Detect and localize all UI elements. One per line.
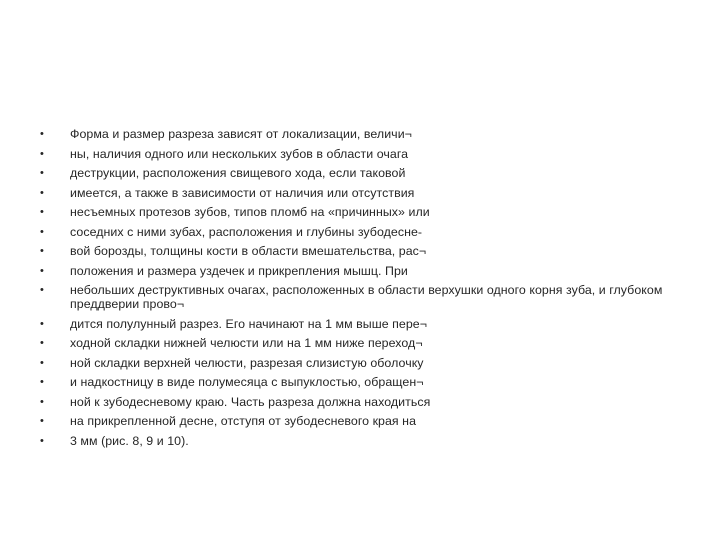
bullet-item: • Форма и размер разреза зависят от локализации, величи¬ <box>40 127 680 141</box>
bullet-list <box>40 127 680 453</box>
bullet-item: • имеется, а также в зависимости от наличия или отсутствия <box>40 186 680 200</box>
bullet-item: • соседних с ними зубах, расположения и глубины зубодесне- <box>40 225 680 239</box>
bullet-item: • положения и размера уздечек и прикрепления мышц. При <box>40 264 680 278</box>
bullet-item: • несъемных протезов зубов, типов пломб на «причинных» или <box>40 205 680 219</box>
bullet-item: • ны, наличия одного или нескольких зубов в области очага <box>40 147 680 161</box>
bullet-item: • ной к зубодесневому краю. Часть разреза должна находиться <box>40 395 680 409</box>
bullet-item: • и надкостницу в виде полумесяца с выпуклостью, обращен¬ <box>40 375 680 389</box>
bullet-item: • на прикрепленной десне, отступя от зубодесневого края на <box>40 414 680 428</box>
bullet-item: • небольших деструктивных очагах, расположенных в области верхушки одного корня зуба, и глубоком преддверии прово¬ <box>40 283 680 311</box>
bullet-item: • 3 мм (рис. 8, 9 и 10). <box>40 434 680 448</box>
bullet-item: • вой борозды, толщины кости в области вмешательства, рас¬ <box>40 244 680 258</box>
bullet-item: • деструкции, расположения свищевого хода, если таковой <box>40 166 680 180</box>
bullet-item: • ной складки верхней челюсти, разрезая слизистую оболочку <box>40 356 680 370</box>
bullet-item: • ходной складки нижней челюсти или на 1 мм ниже переход¬ <box>40 336 680 350</box>
bullet-item: • дится полулунный разрез. Его начинают на 1 мм выше пере¬ <box>40 317 680 331</box>
